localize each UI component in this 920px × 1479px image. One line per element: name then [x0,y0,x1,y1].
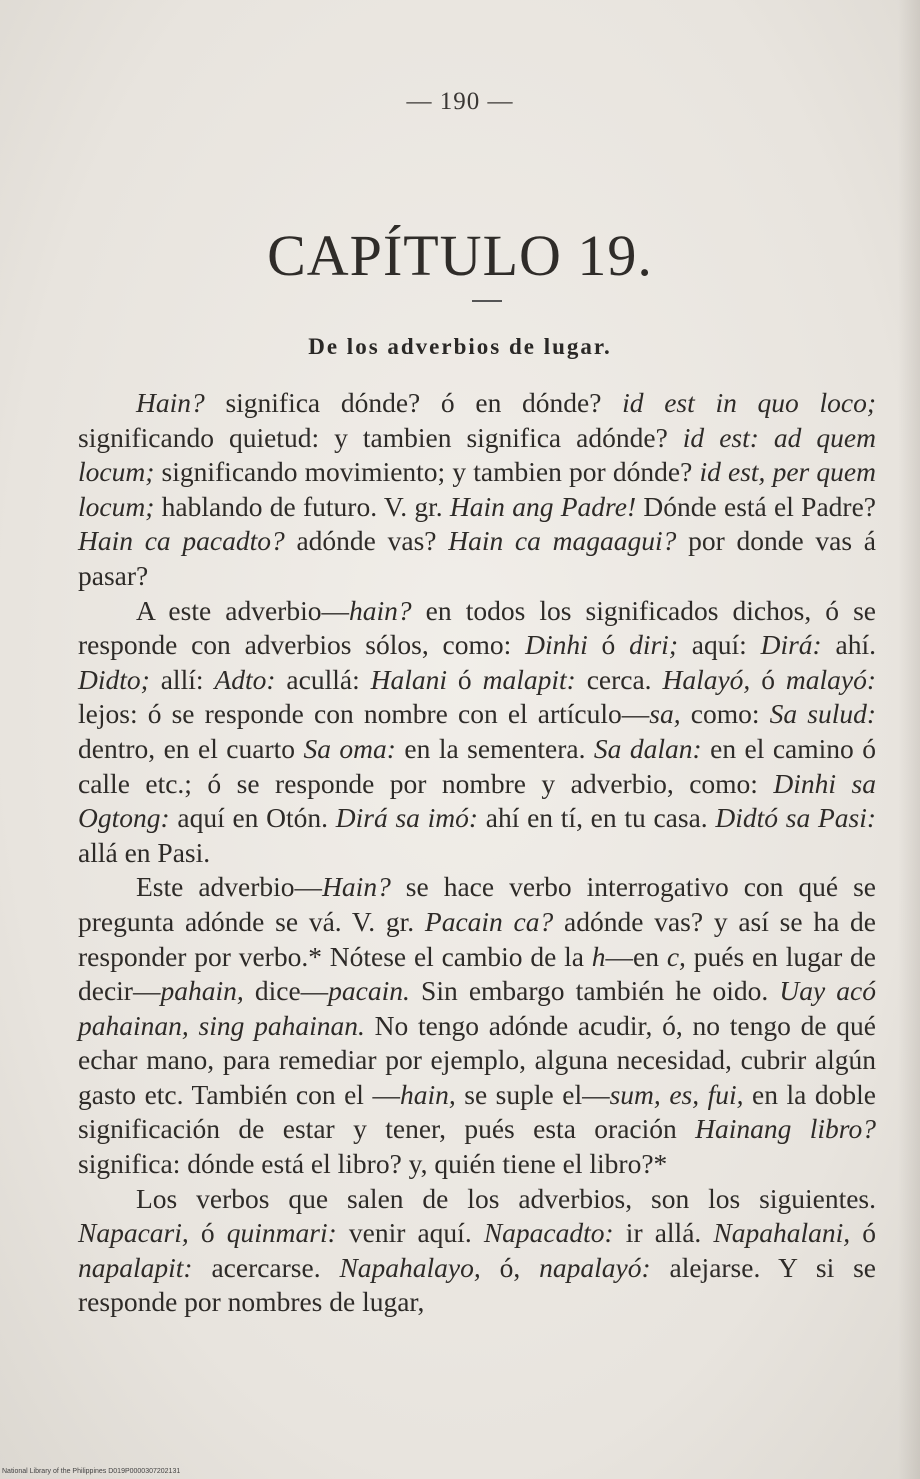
italic-term: hain, [399,1078,456,1110]
text-run: cerca. [575,663,663,695]
italic-term: sum, es, fui, [609,1078,744,1110]
paragraph [78,1182,876,1320]
italic-term: Hain ca pacadto? [78,525,285,557]
italic-term: Dirá sa imó: [335,802,479,834]
section-subtitle: De los adverbios de lugar. [308,334,612,359]
italic-term: pacain. [328,975,410,1007]
paragraph [78,870,876,1181]
italic-term: Hain ca magaagui? [448,525,677,557]
text-run: ahí. [821,629,876,661]
text-run: allá en Pasi. [78,836,211,868]
text-run: aquí en Otón. [169,802,336,834]
text-run: allí: [149,663,215,695]
italic-term: napalayó: [539,1251,651,1283]
text-run: significa dónde? ó en dónde? [204,387,623,418]
italic-term: Hainang libro? [695,1113,876,1145]
text-run: por donde vas á pasar? [78,525,876,591]
text-run: ó, [480,1251,540,1283]
italic-term: Hain ang Padre! [449,490,637,522]
italic-term: h [591,940,606,972]
italic-term: Hain? [322,871,391,903]
text-run: venir aquí. [336,1217,484,1249]
text-run: adónde vas? y así se ha de responder por verbo.* Nótese el cambio de la [78,905,876,972]
text-run: acullá: [275,663,371,695]
italic-term: pahain, [160,975,244,1007]
italic-term: Sa sulud: [769,698,877,730]
italic-term: Dirá: [760,629,822,661]
text-run: A este adverbio— [136,594,349,626]
italic-term: Halani [370,663,448,695]
italic-term: Sa oma: [303,732,396,764]
italic-term: quinmari: [226,1217,337,1249]
italic-term: Adto: [214,663,276,695]
italic-term: hain? [348,594,412,626]
text-run: pués en lugar de decir— [78,940,877,1007]
italic-term: malayó: [785,663,877,695]
text-run: —en [605,940,667,972]
text-run: Los verbos que salen de los adverbios, son los siguientes. [136,1182,876,1214]
text-run: adónde vas? [284,525,449,557]
text-run: Sin embargo también he oido. [409,975,780,1007]
text-run: alejarse. Y si se responde por nombres de lugar, [78,1251,876,1318]
italic-term: id est in quo loco; [622,387,876,418]
italic-term: id est, per quem locum; [78,456,876,522]
italic-term: Napacari, [78,1217,189,1249]
italic-term: Napacadto: [483,1217,614,1249]
title-divider [472,300,502,302]
italic-term: id est: ad quem locum; [78,421,876,488]
text-run: como: [680,698,770,730]
italic-term: Pacain ca? [424,905,554,937]
text-run: aquí: [677,629,761,661]
italic-term: diri; [629,629,678,661]
paragraph [78,386,876,594]
italic-term: malapit: [482,663,576,695]
italic-term: napalapit: [78,1251,193,1283]
text-run: ir allá. [613,1217,714,1249]
text-run: acercarse. [192,1251,340,1283]
library-footer: National Library of the Philippines D019P0000307202131 [2,1468,181,1475]
text-run: significa: dónde está el libro? y, quién tiene el libro?* [78,1148,668,1180]
italic-term: Dinhi [525,629,588,661]
body-text [78,386,876,1320]
text-run: hablando de futuro. V. gr. [154,490,450,522]
italic-term: Dinhi sa Ogtong: [78,767,876,834]
italic-term: Didtó sa Pasi: [715,802,877,834]
text-run: ahí en tí, en tu casa. [478,802,716,834]
text-run: en la doble significación de estar y tener, pués esta oración [78,1078,876,1145]
italic-term: Napahalayo, [339,1251,481,1283]
text-run: se hace verbo interrogativo con qué se pregunta adónde se vá. V. gr. [78,871,877,937]
italic-term: Uay acó pahainan, sing pahainan. [78,975,877,1041]
text-run: dice— [243,975,329,1007]
text-run: ó [587,629,630,661]
text-run: en el camino ó calle etc.; ó se responde por nombre y adverbio, como: [78,732,877,799]
text-run: dentro, en el cuarto [78,732,304,764]
text-run: significando movimiento; y tambien por dónde? [154,456,700,488]
text-run: en todos los significados dichos, ó se responde con adverbios sólos, como: [78,594,876,661]
text-run: Dónde está el Padre? [636,490,877,522]
paragraph [78,594,876,871]
italic-term: sa, [649,698,681,730]
italic-term: Napahalani, [713,1217,851,1249]
italic-term: c, [666,940,686,972]
text-run: lejos: ó se responde con nombre con el artículo— [78,698,650,730]
text-run: ó [750,663,786,695]
italic-term: Hain? [136,387,205,418]
text-run: significando quietud: y tambien significa adónde? [78,421,683,453]
text-run: ó [447,663,483,695]
text-run: en la sementera. [395,732,594,764]
italic-term: Halayó, [662,663,751,695]
italic-term: Didto; [78,663,150,695]
text-run: No tengo adónde acudir, ó, no tengo de qué echar mano, para remediar por ejemplo, alguna necesidad, cubrir algún gasto etc. También con el — [78,1009,877,1110]
chapter-title: CAPÍTULO 19. [267,223,653,288]
text-run: ó [850,1217,877,1249]
text-run: Este adverbio— [136,871,323,903]
italic-term: Sa dalan: [593,732,702,764]
page-number: — 190 — [406,88,514,115]
text-run: se suple el— [455,1078,610,1110]
text-run: ó [188,1217,227,1249]
